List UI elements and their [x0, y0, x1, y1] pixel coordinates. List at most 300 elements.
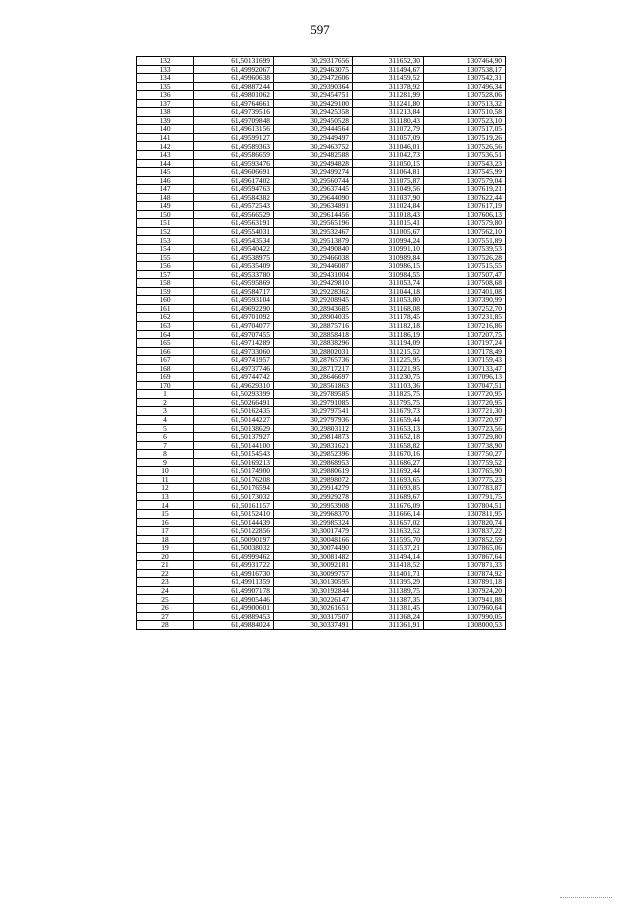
- latitude-cell: 61,49733060: [194, 347, 274, 356]
- table-row: [137, 193, 506, 202]
- y-coordinate-cell: 1307874,92: [424, 569, 506, 578]
- table-row: [137, 304, 506, 313]
- point-number-cell: 166: [137, 347, 194, 356]
- point-number-cell: 167: [137, 356, 194, 365]
- longitude-cell: 30,29208945: [274, 296, 353, 305]
- longitude-cell: 30,29446087: [274, 262, 353, 271]
- longitude-cell: 30,29317656: [274, 57, 353, 66]
- longitude-cell: 30,28561863: [274, 381, 353, 390]
- table-row: [137, 356, 506, 365]
- longitude-cell: 30,29449497: [274, 133, 353, 142]
- x-coordinate-cell: 310994,24: [353, 236, 424, 245]
- longitude-cell: 30,29513879: [274, 236, 353, 245]
- point-number-cell: 155: [137, 253, 194, 262]
- longitude-cell: 30,29494828: [274, 159, 353, 168]
- point-number-cell: 24: [137, 586, 194, 595]
- longitude-cell: 30,29803112: [274, 424, 353, 433]
- latitude-cell: 61,49741957: [194, 356, 274, 365]
- y-coordinate-cell: 1307510,58: [424, 108, 506, 117]
- longitude-cell: 30,29532467: [274, 227, 353, 236]
- y-coordinate-cell: 1308000,53: [424, 621, 506, 630]
- latitude-cell: 61,49606691: [194, 168, 274, 177]
- point-number-cell: 137: [137, 99, 194, 108]
- table-row: [137, 621, 506, 630]
- y-coordinate-cell: 1307865,06: [424, 544, 506, 553]
- table-row: [137, 467, 506, 476]
- longitude-cell: 30,30317507: [274, 612, 353, 621]
- point-number-cell: 163: [137, 321, 194, 330]
- latitude-cell: 61,49692290: [194, 304, 274, 313]
- longitude-cell: 30,28943685: [274, 304, 353, 313]
- x-coordinate-cell: 311537,21: [353, 544, 424, 553]
- longitude-cell: 30,29868953: [274, 458, 353, 467]
- longitude-cell: 30,29444564: [274, 125, 353, 134]
- table-row: [137, 450, 506, 459]
- point-number-cell: 12: [137, 484, 194, 493]
- y-coordinate-cell: 1307804,51: [424, 501, 506, 510]
- latitude-cell: 61,49884024: [194, 621, 274, 630]
- x-coordinate-cell: 311015,41: [353, 219, 424, 228]
- point-number-cell: 15: [137, 509, 194, 518]
- longitude-cell: 30,29390364: [274, 82, 353, 91]
- longitude-cell: 30,29852396: [274, 450, 353, 459]
- y-coordinate-cell: 1307562,10: [424, 227, 506, 236]
- point-number-cell: 170: [137, 381, 194, 390]
- y-coordinate-cell: 1307723,56: [424, 424, 506, 433]
- longitude-cell: 30,30192844: [274, 586, 353, 595]
- latitude-cell: 61,49911359: [194, 578, 274, 587]
- latitude-cell: 61,49707455: [194, 330, 274, 339]
- point-number-cell: 159: [137, 287, 194, 296]
- longitude-cell: 30,29880619: [274, 467, 353, 476]
- table-row: [137, 168, 506, 177]
- table-row: [137, 296, 506, 305]
- y-coordinate-cell: 1307720,95: [424, 398, 506, 407]
- latitude-cell: 61,50137927: [194, 433, 274, 442]
- x-coordinate-cell: 311064,81: [353, 168, 424, 177]
- y-coordinate-cell: 1307401,08: [424, 287, 506, 296]
- longitude-cell: 30,30048166: [274, 535, 353, 544]
- longitude-cell: 30,28875716: [274, 321, 353, 330]
- coordinates-table: [136, 56, 506, 630]
- point-number-cell: 160: [137, 296, 194, 305]
- latitude-cell: 61,50144100: [194, 441, 274, 450]
- latitude-cell: 61,49709848: [194, 116, 274, 125]
- x-coordinate-cell: 311361,91: [353, 621, 424, 630]
- point-number-cell: 136: [137, 91, 194, 100]
- latitude-cell: 61,49617402: [194, 176, 274, 185]
- table-row: [137, 509, 506, 518]
- x-coordinate-cell: 311103,36: [353, 381, 424, 390]
- table-row: [137, 245, 506, 254]
- latitude-cell: 61,50144227: [194, 415, 274, 424]
- latitude-cell: 61,49589363: [194, 142, 274, 151]
- point-number-cell: 11: [137, 475, 194, 484]
- point-number-cell: 10: [137, 467, 194, 476]
- x-coordinate-cell: 311221,95: [353, 364, 424, 373]
- latitude-cell: 61,49801062: [194, 91, 274, 100]
- point-number-cell: 2: [137, 398, 194, 407]
- table-row: [137, 484, 506, 493]
- y-coordinate-cell: 1307464,90: [424, 57, 506, 66]
- longitude-cell: 30,29637445: [274, 185, 353, 194]
- x-coordinate-cell: 311389,75: [353, 586, 424, 595]
- latitude-cell: 61,49889453: [194, 612, 274, 621]
- table-row: [137, 262, 506, 271]
- latitude-cell: 61,49543534: [194, 236, 274, 245]
- latitude-cell: 61,50038032: [194, 544, 274, 553]
- point-number-cell: 8: [137, 450, 194, 459]
- x-coordinate-cell: 311676,09: [353, 501, 424, 510]
- y-coordinate-cell: 1307047,51: [424, 381, 506, 390]
- latitude-cell: 61,49566529: [194, 210, 274, 219]
- longitude-cell: 30,28904035: [274, 313, 353, 322]
- x-coordinate-cell: 311795,75: [353, 398, 424, 407]
- point-number-cell: 144: [137, 159, 194, 168]
- x-coordinate-cell: 311494,14: [353, 552, 424, 561]
- longitude-cell: 30,29463075: [274, 65, 353, 74]
- x-coordinate-cell: 311281,99: [353, 91, 424, 100]
- latitude-cell: 61,49599127: [194, 133, 274, 142]
- table-row: [137, 569, 506, 578]
- x-coordinate-cell: 311686,27: [353, 458, 424, 467]
- table-row: [137, 91, 506, 100]
- longitude-cell: 30,29831621: [274, 441, 353, 450]
- y-coordinate-cell: 1307924,20: [424, 586, 506, 595]
- table-row: [137, 578, 506, 587]
- y-coordinate-cell: 1307775,23: [424, 475, 506, 484]
- x-coordinate-cell: 311418,52: [353, 561, 424, 570]
- point-number-cell: 143: [137, 151, 194, 160]
- longitude-cell: 30,29914279: [274, 484, 353, 493]
- longitude-cell: 30,30226147: [274, 595, 353, 604]
- point-number-cell: 152: [137, 227, 194, 236]
- table-row: [137, 202, 506, 211]
- x-coordinate-cell: 311368,24: [353, 612, 424, 621]
- latitude-cell: 61,49629310: [194, 381, 274, 390]
- latitude-cell: 61,49900601: [194, 604, 274, 613]
- x-coordinate-cell: 311075,87: [353, 176, 424, 185]
- y-coordinate-cell: 1307867,64: [424, 552, 506, 561]
- table-row: [137, 321, 506, 330]
- table-row: [137, 151, 506, 160]
- longitude-cell: 30,28765736: [274, 356, 353, 365]
- longitude-cell: 30,29490840: [274, 245, 353, 254]
- point-number-cell: 16: [137, 518, 194, 527]
- longitude-cell: 30,28646697: [274, 373, 353, 382]
- point-number-cell: 162: [137, 313, 194, 322]
- point-number-cell: 17: [137, 527, 194, 536]
- table-row: [137, 561, 506, 570]
- table-row: [137, 535, 506, 544]
- latitude-cell: 61,49907178: [194, 586, 274, 595]
- point-number-cell: 161: [137, 304, 194, 313]
- latitude-cell: 61,49595869: [194, 279, 274, 288]
- x-coordinate-cell: 311241,80: [353, 99, 424, 108]
- x-coordinate-cell: 311401,71: [353, 569, 424, 578]
- y-coordinate-cell: 1307837,22: [424, 527, 506, 536]
- x-coordinate-cell: 311395,29: [353, 578, 424, 587]
- longitude-cell: 30,29228362: [274, 287, 353, 296]
- table-row: [137, 65, 506, 74]
- latitude-cell: 61,49744742: [194, 373, 274, 382]
- latitude-cell: 61,49737746: [194, 364, 274, 373]
- table-row: [137, 74, 506, 83]
- x-coordinate-cell: 311180,43: [353, 116, 424, 125]
- table-row: [137, 236, 506, 245]
- x-coordinate-cell: 311005,67: [353, 227, 424, 236]
- table-row: [137, 330, 506, 339]
- point-number-cell: 146: [137, 176, 194, 185]
- x-coordinate-cell: 311658,82: [353, 441, 424, 450]
- table-row: [137, 339, 506, 348]
- longitude-cell: 30,29985324: [274, 518, 353, 527]
- table-row: [137, 475, 506, 484]
- table-row: [137, 492, 506, 501]
- table-row: [137, 347, 506, 356]
- point-number-cell: 23: [137, 578, 194, 587]
- y-coordinate-cell: 1307820,74: [424, 518, 506, 527]
- x-coordinate-cell: 311024,84: [353, 202, 424, 211]
- y-coordinate-cell: 1307207,75: [424, 330, 506, 339]
- longitude-cell: 30,29791085: [274, 398, 353, 407]
- y-coordinate-cell: 1307513,32: [424, 99, 506, 108]
- x-coordinate-cell: 311670,16: [353, 450, 424, 459]
- longitude-cell: 30,29968370: [274, 509, 353, 518]
- y-coordinate-cell: 1307507,47: [424, 270, 506, 279]
- point-number-cell: 165: [137, 339, 194, 348]
- latitude-cell: 61,50176208: [194, 475, 274, 484]
- y-coordinate-cell: 1307738,90: [424, 441, 506, 450]
- table-row: [137, 415, 506, 424]
- y-coordinate-cell: 1307519,26: [424, 133, 506, 142]
- table-row: [137, 108, 506, 117]
- x-coordinate-cell: 311168,08: [353, 304, 424, 313]
- longitude-cell: 30,30261651: [274, 604, 353, 613]
- y-coordinate-cell: 1307231,85: [424, 313, 506, 322]
- point-number-cell: 156: [137, 262, 194, 271]
- table-row: [137, 364, 506, 373]
- longitude-cell: 30,30017479: [274, 527, 353, 536]
- latitude-cell: 61,50176594: [194, 484, 274, 493]
- y-coordinate-cell: 1307252,70: [424, 304, 506, 313]
- latitude-cell: 61,49584717: [194, 287, 274, 296]
- table-row: [137, 612, 506, 621]
- y-coordinate-cell: 1307720,97: [424, 415, 506, 424]
- x-coordinate-cell: 311057,09: [353, 133, 424, 142]
- x-coordinate-cell: 311693,85: [353, 484, 424, 493]
- longitude-cell: 30,29953908: [274, 501, 353, 510]
- longitude-cell: 30,29634891: [274, 202, 353, 211]
- longitude-cell: 30,29797541: [274, 407, 353, 416]
- point-number-cell: 1: [137, 390, 194, 399]
- point-number-cell: 149: [137, 202, 194, 211]
- longitude-cell: 30,29466038: [274, 253, 353, 262]
- y-coordinate-cell: 1307551,89: [424, 236, 506, 245]
- y-coordinate-cell: 1307990,05: [424, 612, 506, 621]
- table-row: [137, 390, 506, 399]
- y-coordinate-cell: 1307096,13: [424, 373, 506, 382]
- latitude-cell: 61,49594763: [194, 185, 274, 194]
- point-number-cell: 147: [137, 185, 194, 194]
- x-coordinate-cell: 311042,73: [353, 151, 424, 160]
- latitude-cell: 61,49931722: [194, 561, 274, 570]
- latitude-cell: 61,49535409: [194, 262, 274, 271]
- latitude-cell: 61,50169213: [194, 458, 274, 467]
- table-row: [137, 552, 506, 561]
- longitude-cell: 30,30081482: [274, 552, 353, 561]
- point-number-cell: 139: [137, 116, 194, 125]
- table-row: [137, 381, 506, 390]
- point-number-cell: 19: [137, 544, 194, 553]
- longitude-cell: 30,29644090: [274, 193, 353, 202]
- y-coordinate-cell: 1307517,05: [424, 125, 506, 134]
- y-coordinate-cell: 1307783,87: [424, 484, 506, 493]
- y-coordinate-cell: 1307579,80: [424, 219, 506, 228]
- y-coordinate-cell: 1307960,64: [424, 604, 506, 613]
- x-coordinate-cell: 311213,84: [353, 108, 424, 117]
- longitude-cell: 30,30099757: [274, 569, 353, 578]
- x-coordinate-cell: 311378,92: [353, 82, 424, 91]
- latitude-cell: 61,50293399: [194, 390, 274, 399]
- point-number-cell: 151: [137, 219, 194, 228]
- y-coordinate-cell: 1307528,06: [424, 91, 506, 100]
- longitude-cell: 30,29429810: [274, 279, 353, 288]
- point-number-cell: 3: [137, 407, 194, 416]
- longitude-cell: 30,28802031: [274, 347, 353, 356]
- x-coordinate-cell: 311215,52: [353, 347, 424, 356]
- x-coordinate-cell: 310986,15: [353, 262, 424, 271]
- longitude-cell: 30,28717217: [274, 364, 353, 373]
- point-number-cell: 28: [137, 621, 194, 630]
- latitude-cell: 61,49540422: [194, 245, 274, 254]
- x-coordinate-cell: 311037,90: [353, 193, 424, 202]
- latitude-cell: 61,50266491: [194, 398, 274, 407]
- y-coordinate-cell: 1307941,88: [424, 595, 506, 604]
- latitude-cell: 61,49704077: [194, 321, 274, 330]
- point-number-cell: 145: [137, 168, 194, 177]
- y-coordinate-cell: 1307606,13: [424, 210, 506, 219]
- table-row: [137, 433, 506, 442]
- point-number-cell: 153: [137, 236, 194, 245]
- table-row: [137, 527, 506, 536]
- longitude-cell: 30,30337491: [274, 621, 353, 630]
- x-coordinate-cell: 311657,02: [353, 518, 424, 527]
- latitude-cell: 61,49586659: [194, 151, 274, 160]
- longitude-cell: 30,29560744: [274, 176, 353, 185]
- latitude-cell: 61,49593476: [194, 159, 274, 168]
- point-number-cell: 9: [137, 458, 194, 467]
- table-row: [137, 210, 506, 219]
- x-coordinate-cell: 311652,30: [353, 57, 424, 66]
- y-coordinate-cell: 1307543,23: [424, 159, 506, 168]
- table-row: [137, 544, 506, 553]
- table-row: [137, 82, 506, 91]
- latitude-cell: 61,50090197: [194, 535, 274, 544]
- y-coordinate-cell: 1307526,28: [424, 253, 506, 262]
- longitude-cell: 30,29482588: [274, 151, 353, 160]
- x-coordinate-cell: 311653,13: [353, 424, 424, 433]
- latitude-cell: 61,49916730: [194, 569, 274, 578]
- y-coordinate-cell: 1307619,21: [424, 185, 506, 194]
- y-coordinate-cell: 1307159,43: [424, 356, 506, 365]
- longitude-cell: 30,29789585: [274, 390, 353, 399]
- longitude-cell: 30,29499274: [274, 168, 353, 177]
- longitude-cell: 30,29929278: [274, 492, 353, 501]
- latitude-cell: 61,49739516: [194, 108, 274, 117]
- latitude-cell: 61,49584382: [194, 193, 274, 202]
- x-coordinate-cell: 311049,56: [353, 185, 424, 194]
- y-coordinate-cell: 1307759,52: [424, 458, 506, 467]
- page-number: 597: [310, 22, 330, 37]
- point-number-cell: 158: [137, 279, 194, 288]
- point-number-cell: 134: [137, 74, 194, 83]
- point-number-cell: 133: [137, 65, 194, 74]
- table-row: [137, 441, 506, 450]
- x-coordinate-cell: 311652,18: [353, 433, 424, 442]
- point-number-cell: 25: [137, 595, 194, 604]
- point-number-cell: 22: [137, 569, 194, 578]
- x-coordinate-cell: 311053,74: [353, 279, 424, 288]
- point-number-cell: 154: [137, 245, 194, 254]
- x-coordinate-cell: 311693,65: [353, 475, 424, 484]
- y-coordinate-cell: 1307523,10: [424, 116, 506, 125]
- x-coordinate-cell: 311194,09: [353, 339, 424, 348]
- point-number-cell: 157: [137, 270, 194, 279]
- y-coordinate-cell: 1307526,56: [424, 142, 506, 151]
- y-coordinate-cell: 1307729,80: [424, 433, 506, 442]
- latitude-cell: 61,50154543: [194, 450, 274, 459]
- x-coordinate-cell: 311225,95: [353, 356, 424, 365]
- y-coordinate-cell: 1307891,18: [424, 578, 506, 587]
- coordinates-table-body: [137, 57, 506, 630]
- point-number-cell: 4: [137, 415, 194, 424]
- latitude-cell: 61,49887244: [194, 82, 274, 91]
- table-row: [137, 424, 506, 433]
- latitude-cell: 61,50152410: [194, 509, 274, 518]
- point-number-cell: 26: [137, 604, 194, 613]
- point-number-cell: 20: [137, 552, 194, 561]
- latitude-cell: 61,49960638: [194, 74, 274, 83]
- longitude-cell: 30,29814873: [274, 433, 353, 442]
- latitude-cell: 61,50138629: [194, 424, 274, 433]
- latitude-cell: 61,49999462: [194, 552, 274, 561]
- x-coordinate-cell: 311050,15: [353, 159, 424, 168]
- point-number-cell: 7: [137, 441, 194, 450]
- x-coordinate-cell: 311666,14: [353, 509, 424, 518]
- latitude-cell: 61,49764661: [194, 99, 274, 108]
- x-coordinate-cell: 310991,10: [353, 245, 424, 254]
- point-number-cell: 150: [137, 210, 194, 219]
- table-row: [137, 99, 506, 108]
- table-row: [137, 586, 506, 595]
- longitude-cell: 30,29565196: [274, 219, 353, 228]
- point-number-cell: 6: [137, 433, 194, 442]
- table-row: [137, 407, 506, 416]
- y-coordinate-cell: 1307811,95: [424, 509, 506, 518]
- x-coordinate-cell: 311018,43: [353, 210, 424, 219]
- point-number-cell: 138: [137, 108, 194, 117]
- table-row: [137, 604, 506, 613]
- table-row: [137, 116, 506, 125]
- point-number-cell: 5: [137, 424, 194, 433]
- latitude-cell: 61,49533780: [194, 270, 274, 279]
- y-coordinate-cell: 1307545,99: [424, 168, 506, 177]
- point-number-cell: 13: [137, 492, 194, 501]
- latitude-cell: 61,50173032: [194, 492, 274, 501]
- longitude-cell: 30,29797936: [274, 415, 353, 424]
- point-number-cell: 18: [137, 535, 194, 544]
